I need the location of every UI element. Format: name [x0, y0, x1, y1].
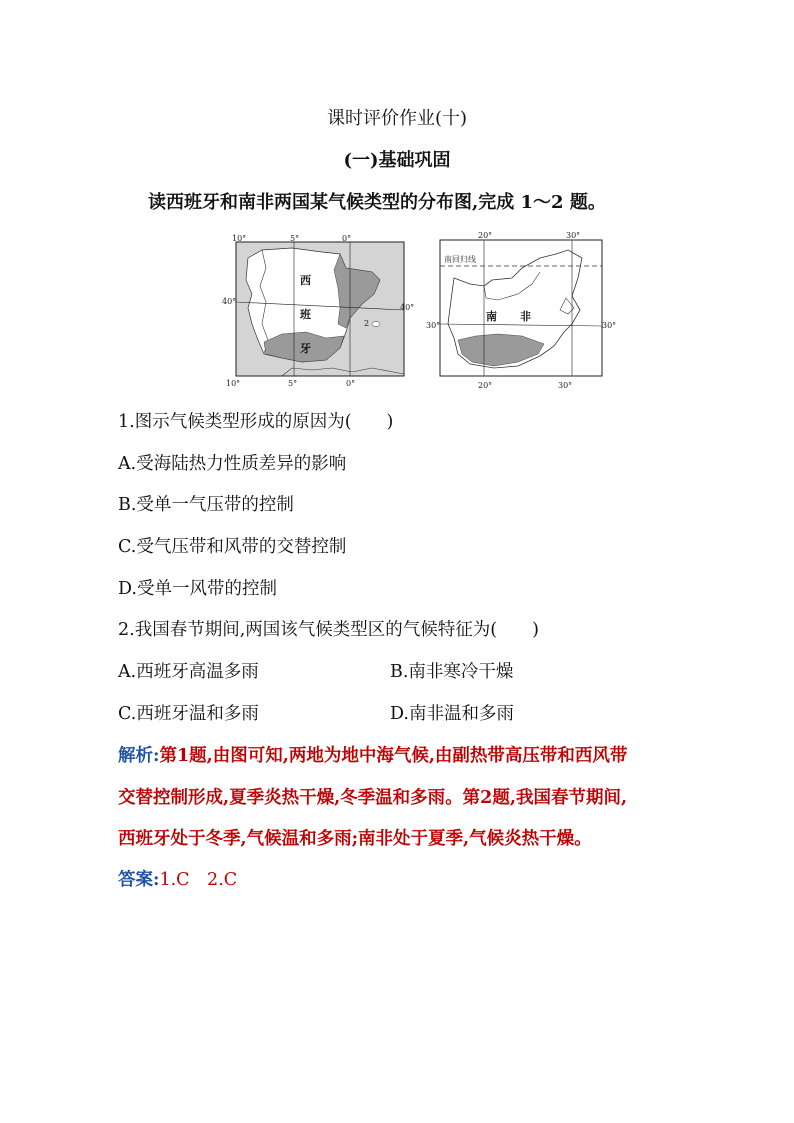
question-1-stem: 1.图示气候类型形成的原因为( ) [118, 412, 394, 432]
answer-line [118, 866, 237, 891]
analysis-line-2: 交替控制形成,夏季炎热干燥,冬季温和多雨。第2题,我国春节期间, [118, 788, 628, 808]
spain-lat-left: 40° [222, 297, 237, 306]
question-1-option-b: B.受单一气压带的控制 [118, 495, 294, 515]
sa-lat-left: 30° [426, 321, 441, 330]
spain-map [222, 234, 414, 388]
sa-lon-bottom-0: 20° [478, 381, 493, 390]
spain-lon-bottom-2: 0° [346, 379, 356, 388]
spain-lon-bottom-0: 10° [226, 379, 241, 388]
page-title: 课时评价作业(十) [326, 108, 468, 129]
answer-value: 1.C 2.C [159, 870, 238, 890]
south-africa-map [426, 231, 616, 390]
spain-lat-right: 40° [400, 303, 415, 312]
question-2-option-c: C.西班牙温和多雨 [118, 704, 259, 724]
spain-lon-bottom-1: 5° [288, 379, 298, 388]
question-1-option-a: A.受海陆热力性质差异的影响 [118, 454, 347, 474]
question-2-option-a: A.西班牙高温多雨 [118, 662, 259, 682]
sa-lon-top-0: 20° [478, 231, 493, 240]
analysis-label: 解析: [118, 746, 160, 766]
section-subtitle: (一)基础巩固 [343, 150, 451, 171]
spain-lon-top-2: 0° [342, 234, 352, 243]
analysis-line-1 [118, 742, 627, 767]
analysis-line-3: 西班牙处于冬季,气候温和多雨;南非处于夏季,气候炎热干燥。 [118, 829, 592, 849]
spain-char-1: 班 [300, 308, 311, 321]
spain-lon-top-1: 5° [290, 234, 300, 243]
question-2-option-d: D.南非温和多雨 [390, 704, 514, 724]
sa-char-1: 非 [520, 310, 531, 323]
spain-marker: 2 [364, 319, 370, 328]
climate-maps-figure [222, 228, 617, 396]
sa-lon-bottom-1: 30° [558, 381, 573, 390]
answer-label: 答案: [118, 870, 160, 890]
question-1-option-d: D.受单一风带的控制 [118, 579, 277, 599]
sa-char-0: 南 [486, 310, 497, 323]
analysis-text-1: 第1题,由图可知,两地为地中海气候,由副热带高压带和西风带 [159, 746, 628, 766]
question-1-option-c: C.受气压带和风带的交替控制 [118, 537, 347, 557]
question-2-option-b: B.南非寒冷干燥 [390, 662, 514, 682]
question-2-stem: 2.我国春节期间,两国该气候类型区的气候特征为( ) [118, 620, 539, 640]
sa-lat-right: 30° [602, 321, 617, 330]
sa-lon-top-1: 30° [566, 231, 581, 240]
intro-text: 读西班牙和南非两国某气候类型的分布图,完成 1～2 题。 [148, 192, 606, 213]
spain-char-2: 牙 [300, 342, 311, 355]
spain-lon-top-0: 10° [232, 234, 247, 243]
tropic-label: 南回归线 [444, 255, 476, 264]
spain-char-0: 西 [300, 274, 311, 287]
